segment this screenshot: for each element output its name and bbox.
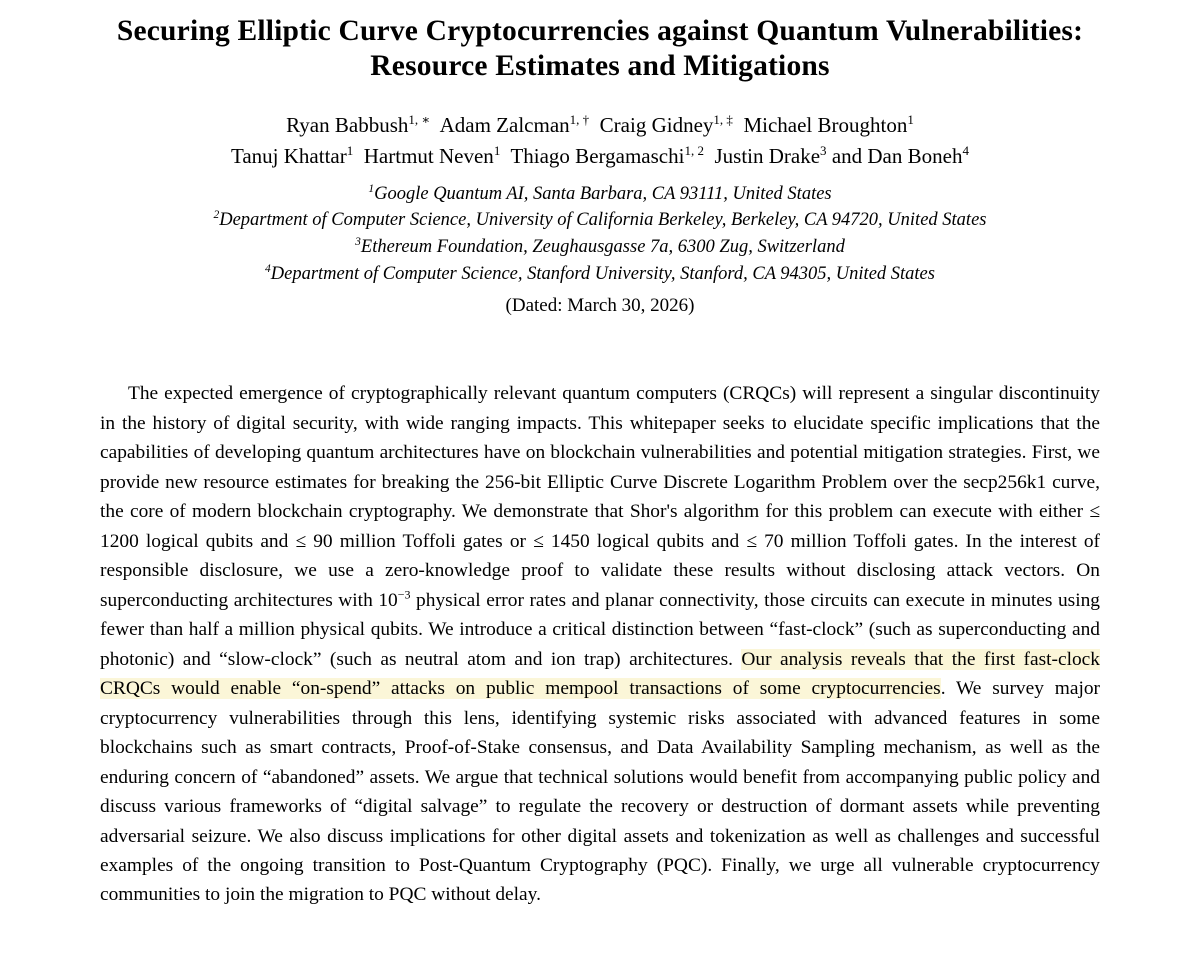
abstract-exponent: −3 — [397, 587, 411, 602]
title-line-1: Securing Elliptic Curve Cryptocurrencies against Quantum Vulnerabilities: — [116, 15, 1084, 47]
author-name: Tanuj Khattar — [231, 143, 347, 168]
author-line-1 — [88, 110, 1112, 141]
author-name: Adam Zalcman — [439, 112, 570, 137]
page-title — [48, 14, 1152, 84]
author-marks: 1, 2 — [684, 142, 704, 158]
author-marks: 1 — [907, 111, 914, 127]
author-name: Ryan Babbush — [286, 112, 409, 137]
author-marks: 1, ‡ — [713, 111, 733, 127]
author-name: Michael Broughton — [743, 112, 908, 137]
affiliation-text: Department of Computer Science, Stanford University, Stanford, CA 94305, United States — [270, 263, 935, 284]
author-conjunction: and — [826, 143, 868, 168]
abstract-highlight: Our analysis reveals that the first fast-clock CRQCs would enable “on-spend” attacks on public mempool transactions of some cryptocurrencies — [100, 648, 1100, 700]
author-marks: 1 — [346, 142, 354, 158]
author-list — [48, 110, 1152, 172]
abstract-part-3: . We survey major cryptocurrency vulnerabilities through this lens, identifying systemic risks associated with advanced features in some blockchains such as smart contracts, Proof-of-Stake consensus, and Data Availability Sampling mechanism, as well as the enduring concern of “abandoned” assets. We argue that technical solutions would benefit from accompanying public policy and discuss various frameworks of “digital salvage” to regulate the recovery or destruction of dormant assets while preventing adversarial seizure. We also discuss implications for other digital assets and tokenization as well as challenges and successful examples of the ongoing transition to Post-Quantum Cryptography (PQC). Finally, we urge all vulnerable cryptocurrency communities to join the migration to PQC without delay. — [100, 678, 1100, 906]
author-sep — [704, 144, 715, 168]
author-sep — [733, 113, 744, 137]
affiliation-list — [48, 181, 1152, 288]
author-line-2 — [88, 141, 1112, 172]
author-marks: 1 — [493, 142, 501, 158]
author-marks: 1, ∗ — [408, 111, 431, 127]
affiliation-index: 4 — [265, 262, 271, 275]
author-marks: 4 — [962, 142, 969, 158]
abstract — [100, 379, 1100, 910]
abstract-part-1: The expected emergence of cryptographically relevant quantum computers (CRQCs) will represent a singular discontinuity in the history of digital security, with wide ranging impacts. This whitepaper seeks to elucidate specific implications that the capabilities of developing quantum architectures have on blockchain vulnerabilities and potential mitigation strategies. First, we provide new resource estimates for breaking the 256-bit Elliptic Curve Discrete Logarithm Problem over the secp256k1 curve, the core of modern blockchain cryptography. We demonstrate that Shor's algorithm for this problem can execute with either ≤ 1200 logical qubits and ≤ 90 million Toffoli gates or ≤ 1450 logical qubits and ≤ 70 million Toffoli gates. In the interest of responsible disclosure, we use a zero-knowledge proof to validate these results without disclosing attack vectors. On superconducting architectures with 10 — [100, 383, 1100, 611]
affiliation-text: Department of Computer Science, University of California Berkeley, Berkeley, CA 94720, United States — [219, 210, 987, 231]
affiliation-index: 1 — [368, 182, 375, 195]
author-marks: 1, † — [569, 111, 590, 127]
affiliation-index: 3 — [355, 235, 361, 248]
affiliation-text: Ethereum Foundation, Zeughausgasse 7a, 6300 Zug, Switzerland — [360, 237, 845, 257]
affiliation-item — [48, 207, 1152, 234]
author-sep — [589, 113, 600, 137]
author-name: Justin Drake — [714, 143, 821, 168]
author-marks: 3 — [820, 142, 827, 158]
author-sep — [430, 113, 439, 137]
affiliation-item — [48, 234, 1152, 261]
author-sep — [353, 144, 364, 168]
affiliation-index: 2 — [213, 209, 220, 222]
author-sep — [500, 144, 510, 168]
affiliation-text: Google Quantum AI, Santa Barbara, CA 93111, United States — [374, 183, 832, 204]
affiliation-item — [48, 261, 1152, 288]
date-line: (Dated: March 30, 2026) — [505, 295, 695, 317]
author-name: Dan Boneh — [867, 143, 963, 168]
author-name: Hartmut Neven — [363, 143, 494, 168]
affiliation-item — [48, 181, 1152, 208]
abstract-part-2: physical error rates and planar connectivity, those circuits can execute in minutes using fewer than half a million physical qubits. We introduce a critical distinction between “fast-clock” (such as superconducting and photonic) and “slow-clock” (such as neutral atom and ion trap) architectures. — [100, 589, 1100, 670]
author-name: Craig Gidney — [599, 112, 714, 137]
title-line-2: Resource Estimates and Mitigations — [370, 49, 830, 82]
author-name: Thiago Bergamaschi — [510, 143, 685, 168]
